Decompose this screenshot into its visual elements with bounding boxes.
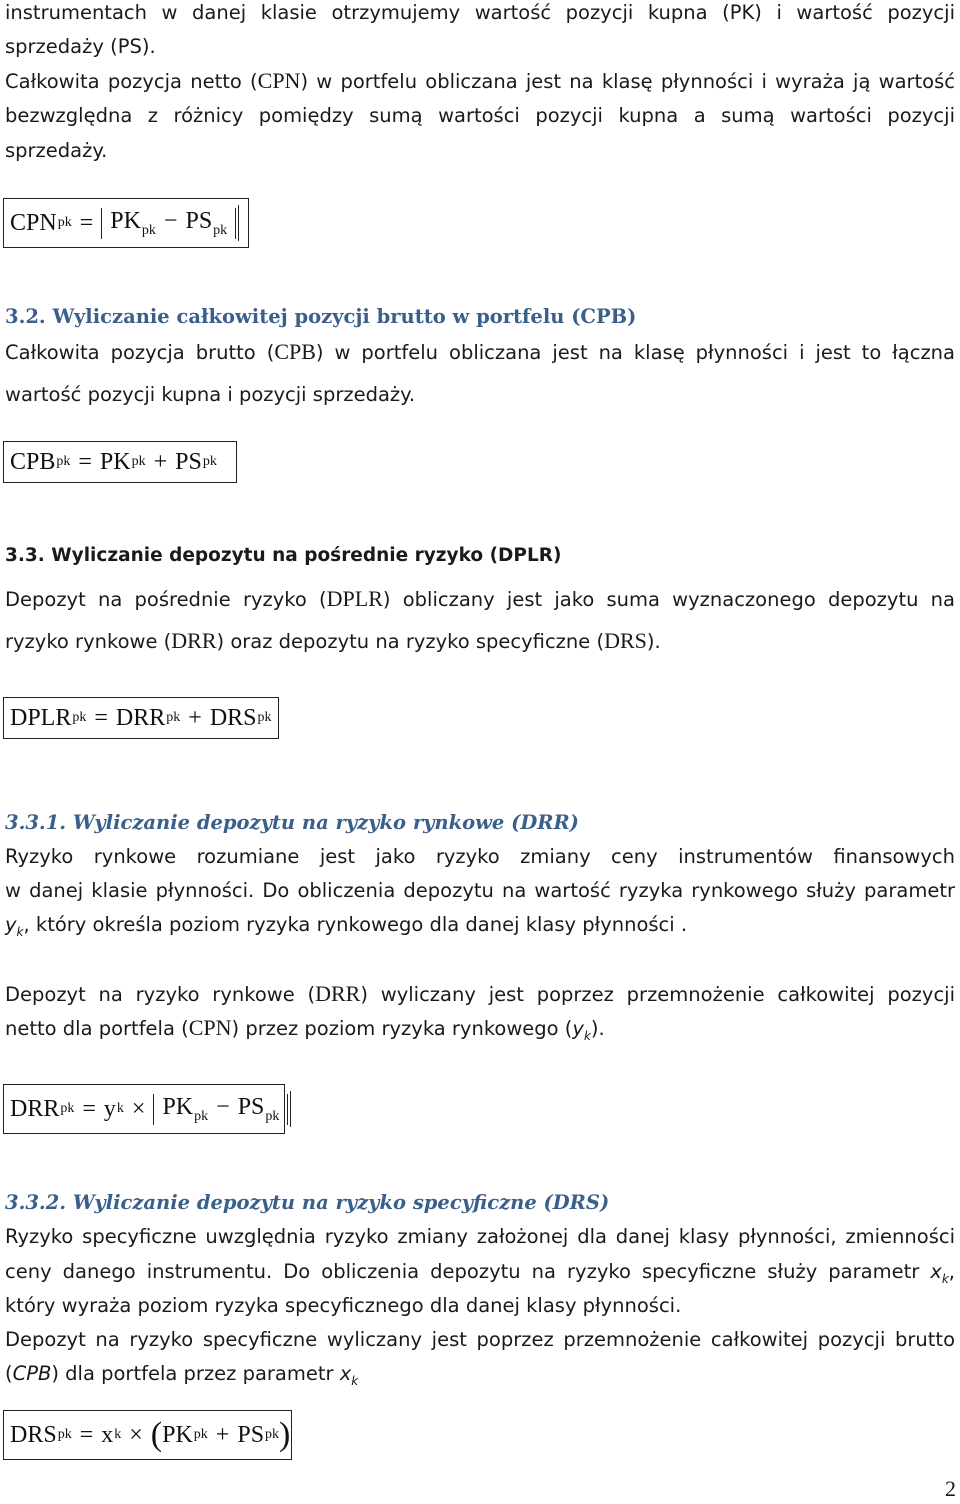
s332-line-4: Depozyt na ryzyko specyficzne wyliczany jest poprzez przemnożenie całkowitej pozycji brutto <box>5 1328 955 1351</box>
s331-line-2: w danej klasie płynności. Do obliczenia depozytu na wartość ryzyka rynkowego służy parametr <box>5 879 955 902</box>
drr-symbol: DRR <box>171 628 217 653</box>
s33-line-2: ryzyko rynkowe (DRR) oraz depozytu na ryzyko specyficzne (DRS). <box>5 628 661 653</box>
section-heading-3-3-1: 3.3.1. Wyliczanie depozytu na ryzyko rynkowe (DRR) <box>5 811 579 834</box>
s32-line-2: wartość pozycji kupna i pozycji sprzedaży. <box>5 383 416 406</box>
formula-cpb: CPB pk = PK pk + PS pk <box>3 441 237 483</box>
s331-line-4: Depozyt na ryzyko rynkowe (DRR) wyliczany jest poprzez przemnożenie całkowitej pozycji <box>5 981 956 1006</box>
s331-line-1: Ryzyko rynkowe rozumiane jest jako ryzyko zmiany ceny instrumentów finansowych <box>5 845 955 868</box>
cpb-symbol: CPB <box>274 339 316 364</box>
intro-line-1: instrumentach w danej klasie otrzymujemy wartość pozycji kupna (PK) i wartość pozycji <box>5 1 955 24</box>
dplr-symbol: DPLR <box>326 586 383 611</box>
intro-line-4: bezwzględna z różnicy pomiędzy sumą wartości pozycji kupna a sumą wartości pozycji <box>5 104 955 127</box>
intro-line-3: Całkowita pozycja netto (CPN) w portfelu obliczana jest na klasę płynności i wyraża ją wartość <box>5 68 955 93</box>
drs-symbol: DRS <box>604 628 647 653</box>
s331-line-3: $y_k$, który określa poziom ryzyka rynkowego dla danej klasy płynności . <box>5 913 688 939</box>
s332-line-3: który wyraża poziom ryzyka specyficznego dla danej klasy płynności. <box>5 1294 682 1317</box>
s332-line-1: Ryzyko specyficzne uwzględnia ryzyko zmiany założonej dla danej klasy płynności, zmienności <box>5 1225 955 1248</box>
s332-line-5: (CPB) dla portfela przez parametr $x_k$ <box>5 1362 359 1388</box>
drr-symbol: DRR <box>315 981 361 1006</box>
s331-line-5: netto dla portfela (CPN) przez poziom ryzyka rynkowego $(y_k)$. <box>5 1015 605 1043</box>
formula-dplr: DPLR pk = DRR pk + DRS pk <box>3 697 279 739</box>
formula-cpn: CPN pk = $PK_{pk} - PS_{pk}$ <box>3 198 249 248</box>
absolute-value: $PK_{pk} - PS_{pk}$ <box>153 1094 288 1125</box>
s33-line-1: Depozyt na pośrednie ryzyko (DPLR) obliczany jest jako suma wyznaczonego depozytu na <box>5 586 955 611</box>
section-heading-3-2: 3.2. Wyliczanie całkowitej pozycji brutto w portfelu (CPB) <box>5 305 637 328</box>
section-heading-3-3: 3.3. Wyliczanie depozytu na pośrednie ryzyko (DPLR) <box>5 545 562 566</box>
intro-line-5: sprzedaży. <box>5 139 108 162</box>
s332-line-2: ceny danego instrumentu. Do obliczenia depozytu na ryzyko specyficzne służy parametr $x_k$, <box>5 1260 955 1286</box>
absolute-value: $PK_{pk} - PS_{pk}$ <box>101 208 236 239</box>
cpn-symbol: CPN <box>188 1015 232 1040</box>
formula-drr: DRR pk = y k × $PK_{pk} - PS_{pk}$ <box>3 1084 285 1134</box>
intro-line-2: sprzedaży (PS). <box>5 35 156 58</box>
section-heading-3-3-2: 3.3.2. Wyliczanie depozytu na ryzyko specyficzne (DRS) <box>5 1191 610 1214</box>
s32-line-1: Całkowita pozycja brutto (CPB) w portfelu obliczana jest na klasę płynności i jest to łączna <box>5 339 955 364</box>
cpn-symbol: CPN <box>257 68 301 93</box>
formula-drs: DRS pk = x k × ( PK pk + PS pk ) <box>3 1410 292 1460</box>
page-number: 2 <box>945 1476 956 1501</box>
